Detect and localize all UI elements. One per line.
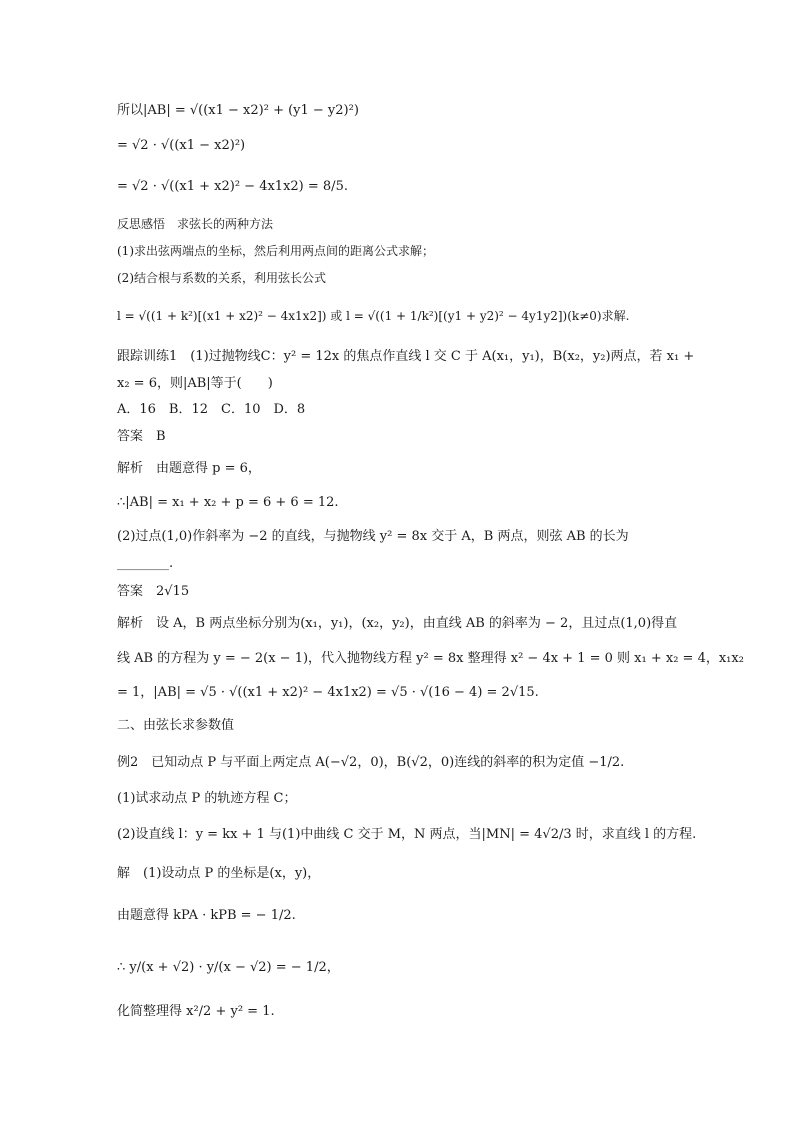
example-2: 例2 已知动点 P 与平面上两定点 A(−√2，0)，B(√2，0)连线的斜率的积为定值 −1/2. xyxy=(117,755,625,770)
answer-2: 答案 2√15 xyxy=(117,584,190,599)
solution-2: 由题意得 kPA · kPB = − 1/2. xyxy=(117,908,296,923)
method-2: (2)结合根与系数的关系，利用弦长公式 xyxy=(117,271,326,285)
ab-step2: = √2 · √((x1 − x2)²) xyxy=(117,138,246,153)
method-1: (1)求出弦两端点的坐标，然后利用两点间的距离公式求解； xyxy=(117,244,435,258)
reflection-title: 反思感悟 求弦长的两种方法 xyxy=(117,217,274,231)
analysis-2-cont: 线 AB 的方程为 y = − 2(x − 1)，代入抛物线方程 y² = 8x 整理得 x² − 4x + 1 = 0 则 x₁ + x₂ = 4，x₁x₂ xyxy=(117,651,744,666)
section-2-title: 二、由弦长求参数值 xyxy=(117,718,235,733)
ab-step1: 所以|AB| = √((x1 − x2)² + (y1 − y2)²) xyxy=(117,103,359,118)
example-2-q1: (1)试求动点 P 的轨迹方程 C； xyxy=(117,791,297,806)
chord-formula: l = √((1 + k²)[(x1 + x2)² − 4x1x2]) 或 l = √((1 + 1/k²)[(y1 + y2)² − 4y1y2])(k≠0)求解. xyxy=(117,309,630,323)
exercise-1-q1: 跟踪训练1 (1)过抛物线C：y² = 12x 的焦点作直线 l 交 C 于 A(x₁，y₁)，B(x₂，y₂)两点，若 x₁ + xyxy=(117,349,695,364)
analysis-2-result: = 1，|AB| = √5 · √((x1 + x2)² − 4x1x2) = √5 · √(16 − 4) = 2√15. xyxy=(117,685,539,700)
answer-1: 答案 B xyxy=(117,429,166,444)
exercise-1-q1-cont: x₂ = 6，则|AB|等于( ) xyxy=(117,376,273,391)
solution-3: ∴ y/(x + √2) · y/(x − √2) = − 1/2， xyxy=(117,960,340,975)
ab-step3: = √2 · √((x1 + x2)² − 4x1x2) = 8/5. xyxy=(117,179,348,194)
example-2-q2: (2)设直线 l：y = kx + 1 与(1)中曲线 C 交于 M，N 两点，当|MN| = 4√2/3 时，求直线 l 的方程. xyxy=(117,827,697,842)
analysis-2: 解析 设 A，B 两点坐标分别为(x₁，y₁)，(x₂，y₂)，由直线 AB 的斜率为 − 2，且过点(1,0)得直 xyxy=(117,616,678,631)
analysis-1: 解析 由题意得 p = 6， xyxy=(117,461,261,476)
exercise-1-q2: (2)过点(1,0)作斜率为 −2 的直线，与抛物线 y² = 8x 交于 A，B 两点，则弦 AB 的长为 xyxy=(117,529,629,544)
analysis-1-result: ∴|AB| = x₁ + x₂ + p = 6 + 6 = 12. xyxy=(117,495,339,510)
solution-1: 解 (1)设动点 P 的坐标是(x，y)， xyxy=(117,866,321,881)
solution-4: 化简整理得 x²/2 + y² = 1. xyxy=(117,1004,275,1019)
exercise-1-options: A．16 B．12 C．10 D．8 xyxy=(117,402,306,417)
exercise-1-q2-blank: ________. xyxy=(117,556,174,571)
